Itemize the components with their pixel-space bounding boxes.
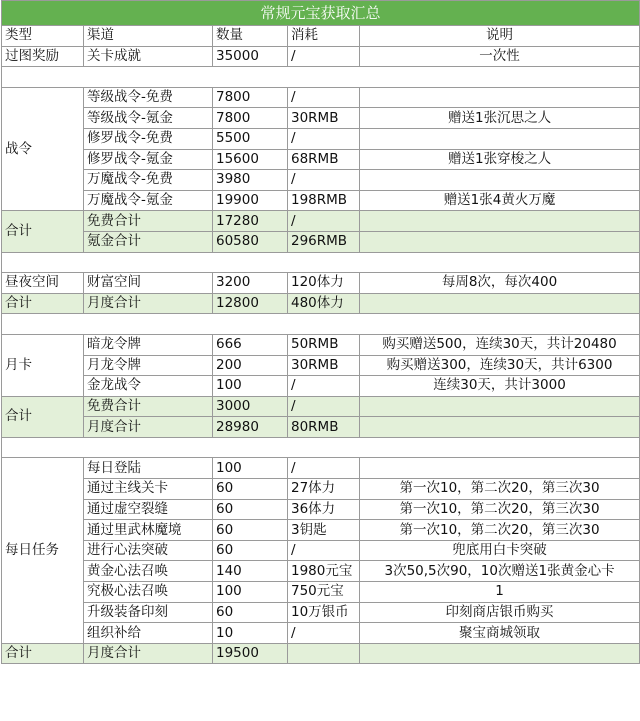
quantity-cell: 666 <box>213 334 288 355</box>
note-cell: 赠送1张4黄火万魔 <box>360 190 640 211</box>
quantity-cell: 60580 <box>213 231 288 252</box>
quantity-cell: 15600 <box>213 149 288 170</box>
quantity-cell: 17280 <box>213 211 288 232</box>
quantity-cell: 100 <box>213 458 288 479</box>
table-row <box>2 46 640 67</box>
note-cell: 聚宝商城领取 <box>360 623 640 644</box>
header-row <box>2 26 640 47</box>
cost-cell: / <box>288 396 360 417</box>
channel-cell: 万魔战令-氪金 <box>84 190 213 211</box>
channel-cell: 究极心法召唤 <box>84 582 213 603</box>
quantity-cell: 3000 <box>213 396 288 417</box>
note-cell: 购买赠送500，连续30天，共计20480 <box>360 334 640 355</box>
channel-cell: 免费合计 <box>84 211 213 232</box>
quantity-cell: 60 <box>213 520 288 541</box>
cost-cell: 198RMB <box>288 190 360 211</box>
cost-cell: 3钥匙 <box>288 520 360 541</box>
table-row <box>2 334 640 355</box>
cost-cell: 27体力 <box>288 479 360 500</box>
table-row <box>2 376 640 397</box>
cost-cell <box>288 643 360 664</box>
note-cell: 印刻商店银币购买 <box>360 602 640 623</box>
quantity-cell: 3200 <box>213 273 288 294</box>
total-row <box>2 211 640 232</box>
cost-cell: 1980元宝 <box>288 561 360 582</box>
total-label: 合计 <box>2 643 84 664</box>
quantity-cell: 35000 <box>213 46 288 67</box>
note-cell <box>360 170 640 191</box>
table-row <box>2 149 640 170</box>
cost-cell: 10万银币 <box>288 602 360 623</box>
note-cell: 赠送1张穿梭之人 <box>360 149 640 170</box>
note-cell <box>360 211 640 232</box>
cost-cell: 480体力 <box>288 293 360 314</box>
channel-cell: 月龙令牌 <box>84 355 213 376</box>
table-row <box>2 582 640 603</box>
cost-cell: / <box>288 623 360 644</box>
note-cell: 3次50,5次90，10次赠送1张黄金心卡 <box>360 561 640 582</box>
quantity-cell: 7800 <box>213 108 288 129</box>
quantity-cell: 100 <box>213 376 288 397</box>
cost-cell: 80RMB <box>288 417 360 438</box>
quantity-cell: 19500 <box>213 643 288 664</box>
note-cell <box>360 231 640 252</box>
quantity-cell: 10 <box>213 623 288 644</box>
type-cell: 昼夜空间 <box>2 273 84 294</box>
channel-cell: 财富空间 <box>84 273 213 294</box>
cost-cell: 36体力 <box>288 499 360 520</box>
channel-cell: 修罗战令-氪金 <box>84 149 213 170</box>
channel-cell: 黄金心法召唤 <box>84 561 213 582</box>
note-cell <box>360 643 640 664</box>
channel-cell: 通过主线关卡 <box>84 479 213 500</box>
spacer-row <box>2 252 640 273</box>
table-row <box>2 520 640 541</box>
channel-cell: 暗龙令牌 <box>84 334 213 355</box>
total-label: 合计 <box>2 396 84 437</box>
quantity-cell: 200 <box>213 355 288 376</box>
note-cell: 一次性 <box>360 46 640 67</box>
quantity-cell: 28980 <box>213 417 288 438</box>
note-cell <box>360 417 640 438</box>
header-type: 类型 <box>2 26 84 47</box>
total-row <box>2 643 640 664</box>
spacer-row <box>2 67 640 88</box>
quantity-cell: 5500 <box>213 128 288 149</box>
total-label: 合计 <box>2 211 84 252</box>
cost-cell: 50RMB <box>288 334 360 355</box>
cost-cell: / <box>288 376 360 397</box>
table-row <box>2 479 640 500</box>
cost-cell: / <box>288 170 360 191</box>
note-cell: 第一次10，第二次20，第三次30 <box>360 499 640 520</box>
table-row <box>2 190 640 211</box>
total-row <box>2 293 640 314</box>
note-cell: 1 <box>360 582 640 603</box>
note-cell <box>360 293 640 314</box>
type-cell: 每日任务 <box>2 458 84 643</box>
channel-cell: 金龙战令 <box>84 376 213 397</box>
table-row <box>2 602 640 623</box>
quantity-cell: 19900 <box>213 190 288 211</box>
note-cell: 赠送1张沉思之人 <box>360 108 640 129</box>
channel-cell: 氪金合计 <box>84 231 213 252</box>
total-row <box>2 396 640 417</box>
table-title: 常规元宝获取汇总 <box>2 1 640 26</box>
table-row <box>2 561 640 582</box>
quantity-cell: 60 <box>213 540 288 561</box>
cost-cell: / <box>288 458 360 479</box>
quantity-cell: 100 <box>213 582 288 603</box>
total-row <box>2 417 640 438</box>
type-cell: 战令 <box>2 87 84 211</box>
table-row <box>2 170 640 191</box>
channel-cell: 月度合计 <box>84 293 213 314</box>
channel-cell: 关卡成就 <box>84 46 213 67</box>
type-cell: 过图奖励 <box>2 46 84 67</box>
channel-cell: 升级装备印刻 <box>84 602 213 623</box>
cost-cell: / <box>288 540 360 561</box>
channel-cell: 万魔战令-免费 <box>84 170 213 191</box>
table-row <box>2 87 640 108</box>
header-channel: 渠道 <box>84 26 213 47</box>
quantity-cell: 7800 <box>213 87 288 108</box>
channel-cell: 等级战令-氪金 <box>84 108 213 129</box>
cost-cell: 296RMB <box>288 231 360 252</box>
quantity-cell: 60 <box>213 602 288 623</box>
note-cell: 购买赠送300，连续30天，共计6300 <box>360 355 640 376</box>
note-cell <box>360 128 640 149</box>
cost-cell: 750元宝 <box>288 582 360 603</box>
table-row <box>2 623 640 644</box>
note-cell <box>360 396 640 417</box>
channel-cell: 月度合计 <box>84 417 213 438</box>
cost-cell: / <box>288 46 360 67</box>
channel-cell: 组织补给 <box>84 623 213 644</box>
quantity-cell: 140 <box>213 561 288 582</box>
table-row <box>2 273 640 294</box>
header-note: 说明 <box>360 26 640 47</box>
channel-cell: 免费合计 <box>84 396 213 417</box>
spacer-row <box>2 437 640 458</box>
table-row <box>2 458 640 479</box>
channel-cell: 等级战令-免费 <box>84 87 213 108</box>
note-cell: 兜底用白卡突破 <box>360 540 640 561</box>
total-label: 合计 <box>2 293 84 314</box>
quantity-cell: 12800 <box>213 293 288 314</box>
cost-cell: / <box>288 128 360 149</box>
table-row <box>2 355 640 376</box>
table-row <box>2 108 640 129</box>
type-cell: 月卡 <box>2 334 84 396</box>
cost-cell: / <box>288 87 360 108</box>
cost-cell: / <box>288 211 360 232</box>
note-cell <box>360 458 640 479</box>
note-cell: 第一次10，第二次20，第三次30 <box>360 520 640 541</box>
channel-cell: 通过里武林魔境 <box>84 520 213 541</box>
channel-cell: 进行心法突破 <box>84 540 213 561</box>
channel-cell: 月度合计 <box>84 643 213 664</box>
table-row <box>2 128 640 149</box>
cost-cell: 68RMB <box>288 149 360 170</box>
cost-cell: 30RMB <box>288 355 360 376</box>
quantity-cell: 3980 <box>213 170 288 191</box>
summary-table <box>1 0 640 664</box>
cost-cell: 30RMB <box>288 108 360 129</box>
quantity-cell: 60 <box>213 479 288 500</box>
table-row <box>2 540 640 561</box>
total-row <box>2 231 640 252</box>
header-cost: 消耗 <box>288 26 360 47</box>
channel-cell: 通过虚空裂缝 <box>84 499 213 520</box>
note-cell: 第一次10，第二次20，第三次30 <box>360 479 640 500</box>
quantity-cell: 60 <box>213 499 288 520</box>
note-cell <box>360 87 640 108</box>
cost-cell: 120体力 <box>288 273 360 294</box>
channel-cell: 修罗战令-免费 <box>84 128 213 149</box>
note-cell: 每周8次，每次400 <box>360 273 640 294</box>
table-row <box>2 499 640 520</box>
note-cell: 连续30天，共计3000 <box>360 376 640 397</box>
channel-cell: 每日登陆 <box>84 458 213 479</box>
header-quantity: 数量 <box>213 26 288 47</box>
spacer-row <box>2 314 640 335</box>
